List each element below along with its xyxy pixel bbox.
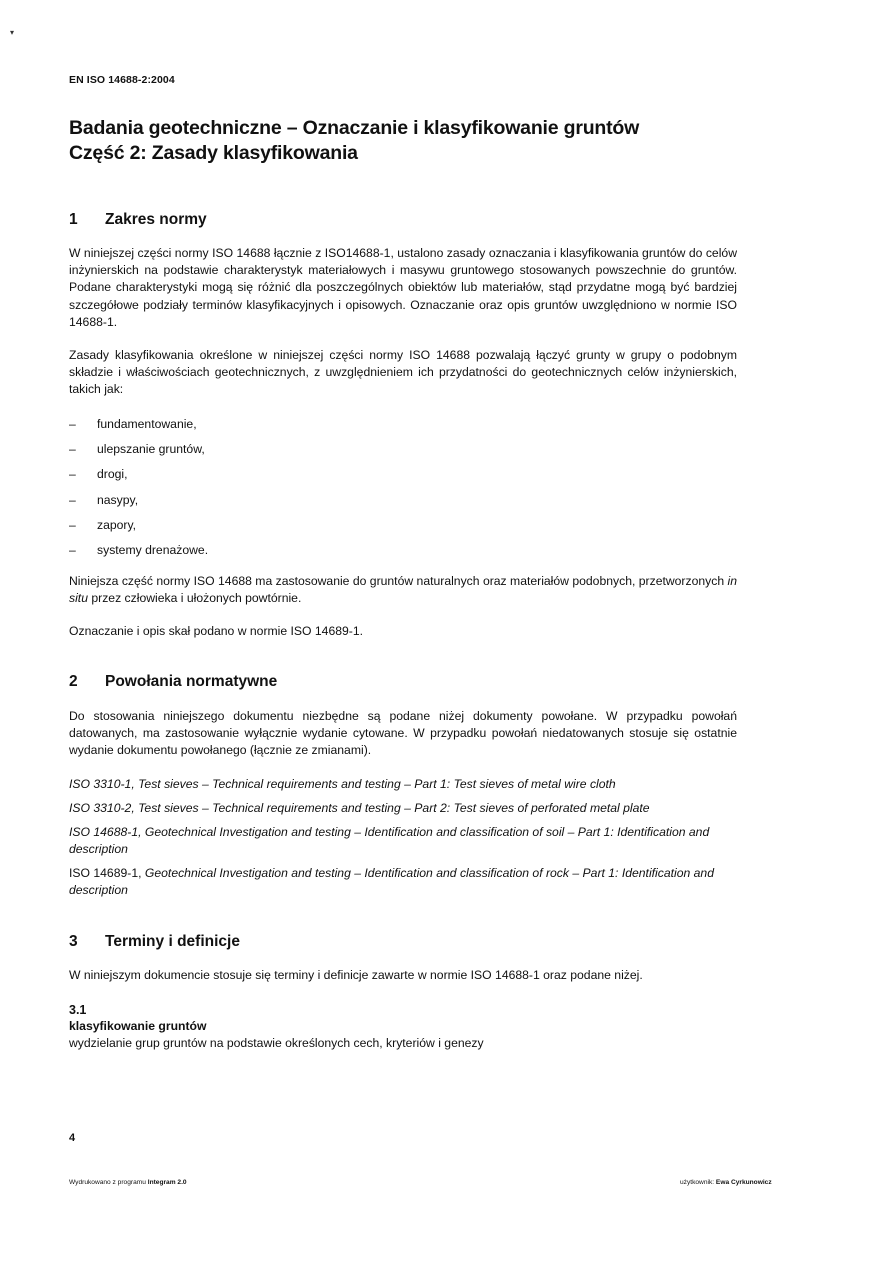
section-2-heading <box>69 673 277 691</box>
section-1-heading <box>69 211 207 229</box>
term-name: klasyfikowanie gruntów <box>69 1019 207 1033</box>
footer-user-info: użytkownik: Ewa Cyrkunowicz <box>680 1179 772 1186</box>
section-3-paragraph-1: W niniejszym dokumencie stosuje się terminy i definicje zawarte w normie ISO 14688-1 oraz podane niżej. <box>69 968 643 982</box>
section-number: 3 <box>69 933 78 950</box>
title-line-2: Część 2: Zasady klasyfikowania <box>69 142 358 164</box>
scan-mark: ▾ <box>10 28 15 37</box>
normative-reference: ISO 14688-1, Geotechnical Investigation and testing – Identification and classification of soil – Part 1: Identification and description <box>69 825 710 857</box>
term-number: 3.1 <box>69 1003 87 1017</box>
section-1-paragraph-1: W niniejszej części normy ISO 14688 łącznie z ISO14688-1, ustalono zasady oznaczania i klasyfikowania gruntów do celów inżynierskich na podstawie charakterystyk materiałowych i masywu gruntowego stosowanych powszechnie do gruntów. Podane charakterystyki mogą się różnić dla poszczególnych obiektów lub materiałów, stąd przydatne mogą być bardziej szczegółowe podziały terminów klasyfikacyjnych i opisowych. Oznaczanie oraz opis gruntów uwzględniono w normie ISO 14688-1. <box>69 246 737 329</box>
normative-reference: ISO 3310-2, Test sieves – Technical requirements and testing – Part 2: Test sieves of perforated metal plate <box>69 801 650 815</box>
title-line-1: Badania geotechniczne – Oznaczanie i klasyfikowanie gruntów <box>69 117 640 139</box>
normative-reference: ISO 14689-1, Geotechnical Investigation and testing – Identification and classification of rock – Part 1: Identification and description <box>69 866 714 898</box>
section-title: Powołania normatywne <box>105 673 278 690</box>
list-item: – ulepszanie gruntów, <box>69 442 205 457</box>
section-3-heading <box>69 933 240 951</box>
section-1-paragraph-4: Oznaczanie i opis skał podano w normie ISO 14689-1. <box>69 624 364 638</box>
section-title: Zakres normy <box>105 211 207 228</box>
section-title: Terminy i definicje <box>105 933 240 950</box>
list-item: – zapory, <box>69 517 137 532</box>
document-title <box>69 116 639 166</box>
page-number: 4 <box>69 1132 76 1144</box>
section-number: 1 <box>69 211 78 228</box>
section-number: 2 <box>69 673 78 690</box>
section-1-paragraph-2: Zasady klasyfikowania określone w niniejszej części normy ISO 14688 pozwalają łączyć grunty w grupy o podobnym składzie i właściwościach geotechnicznych, z uwzględnieniem ich przydatności do geotechnicznych celów inżynierskich, takich jak: <box>69 348 737 397</box>
list-item: – systemy drenażowe. <box>69 542 209 557</box>
list-item: – nasypy, <box>69 492 139 507</box>
footer-print-info: Wydrukowano z programu Integram 2.0 <box>69 1179 187 1186</box>
section-1-paragraph-3: Niniejsza część normy ISO 14688 ma zastosowanie do gruntów naturalnych oraz materiałów podobnych, przetworzonych in situ przez człowieka i ułożonych powtórnie. <box>69 574 737 606</box>
list-item: – drogi, <box>69 467 128 482</box>
list-item: – fundamentowanie, <box>69 417 197 431</box>
normative-reference: ISO 3310-1, Test sieves – Technical requirements and testing – Part 1: Test sieves of metal wire cloth <box>69 777 616 791</box>
document-code: EN ISO 14688-2:2004 <box>69 74 175 86</box>
application-list <box>69 416 208 567</box>
section-2-paragraph-1: Do stosowania niniejszego dokumentu niezbędne są podane niżej dokumenty powołane. W przypadku powołań datowanych, ma zastosowanie wyłącznie wydanie cytowane. W przypadku powołań niedatowanych stosuje się ostatnie wydanie dokumentu powołanego (łącznie ze zmianami). <box>69 709 737 758</box>
term-definition: wydzielanie grup gruntów na podstawie określonych cech, kryteriów i genezy <box>69 1036 484 1050</box>
